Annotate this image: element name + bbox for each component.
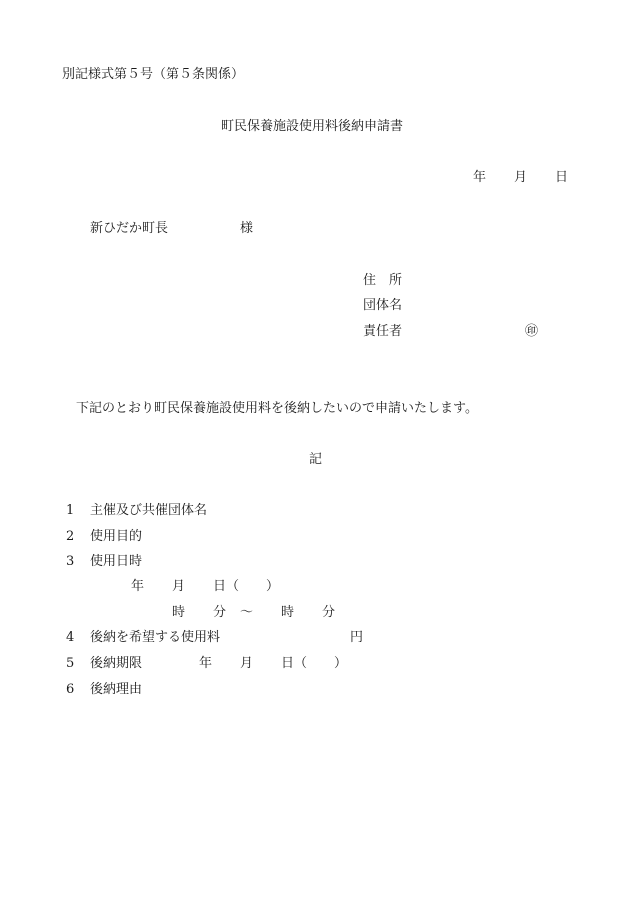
date-year: 年 xyxy=(473,170,487,185)
representative-label: 責任者 xyxy=(363,324,403,339)
date-close-paren: ） xyxy=(266,579,280,594)
seal-mark: ㊞ xyxy=(525,324,539,339)
item-label: 主催及び共催団体名 xyxy=(90,503,208,518)
body-text: 下記のとおり町民保養施設使用料を後納したいので申請いたします。 xyxy=(76,401,478,416)
item-label: 使用日時 xyxy=(90,554,143,569)
end-hour-marker: 時 xyxy=(281,605,295,620)
item-number: 5 xyxy=(66,656,75,671)
item-number: 6 xyxy=(66,682,75,697)
item-label: 後納理由 xyxy=(90,682,143,697)
document-title: 町民保養施設使用料後納申請書 xyxy=(221,119,404,134)
item-number: 4 xyxy=(66,630,75,645)
tilde-separator: ～ xyxy=(240,605,254,620)
item-number: 2 xyxy=(66,529,75,544)
deadline-year-marker: 年 xyxy=(199,656,213,671)
item-label: 後納を希望する使用料 xyxy=(90,630,221,645)
addressee-honorific: 様 xyxy=(240,221,254,236)
start-hour-marker: 時 xyxy=(172,605,186,620)
group-label: 団体名 xyxy=(363,298,403,313)
item-label: 使用目的 xyxy=(90,529,143,544)
deadline-close-paren: ） xyxy=(334,656,348,671)
start-minute-marker: 分 xyxy=(213,605,227,620)
item-number: 3 xyxy=(66,554,75,569)
date-month: 月 xyxy=(514,170,528,185)
date-year-marker: 年 xyxy=(131,579,145,594)
item-number: 1 xyxy=(66,503,75,518)
yen-unit: 円 xyxy=(350,630,364,645)
date-day-marker: 日（ xyxy=(213,579,240,594)
deadline-month-marker: 月 xyxy=(240,656,254,671)
end-minute-marker: 分 xyxy=(322,605,336,620)
date-month-marker: 月 xyxy=(172,579,186,594)
addressee-name: 新ひだか町長 xyxy=(90,221,169,236)
address-label: 住 所 xyxy=(363,273,403,288)
item-label: 後納期限 xyxy=(90,656,143,671)
deadline-day-marker: 日（ xyxy=(281,656,308,671)
ki-heading: 記 xyxy=(309,452,323,467)
date-day: 日 xyxy=(555,170,569,185)
form-number: 別記様式第５号（第５条関係） xyxy=(62,67,245,82)
